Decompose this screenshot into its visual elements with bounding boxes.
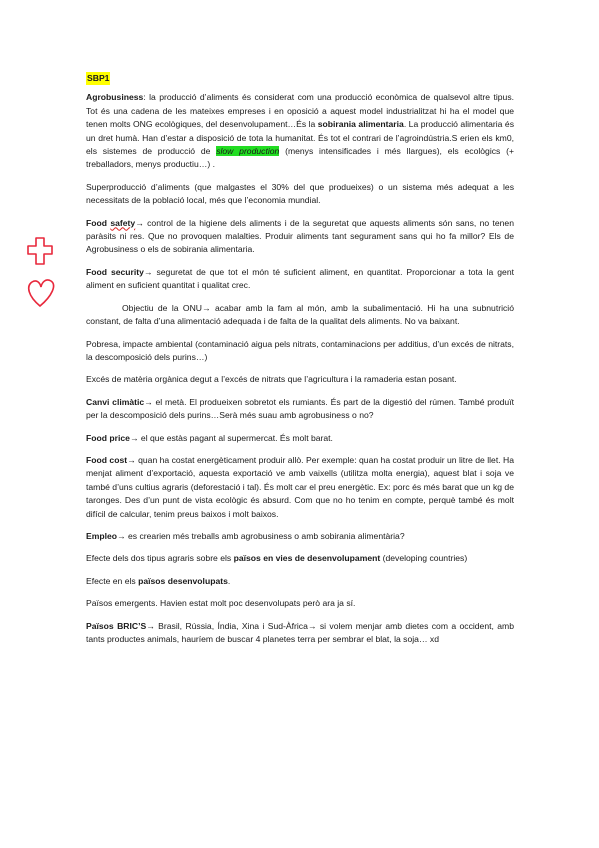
cross-icon <box>28 238 52 264</box>
paragraph-superproduccio: Superproducció d’aliments (que malgastes el 30% del que produeixes) o un sistema més adequat a les necessitats de la població local, més que l’economia mundial. <box>86 181 514 206</box>
text: : la producció d’aliments és considerat com una producció econòmica de qualsevol altre tipus. Tot és una cadena de les mateixes empreses i en oposició a aquest model industrialitzat hi ha el model que tenen molts ONG ecològiques, del desenvolupament…És la <box>86 92 514 130</box>
text: → control de la higiene dels aliments i de la seguretat que aquests aliments són sans, no tenen paràsits ni res. Que no provoquen malalties. Produir aliments tant segurament sans qui ho fa millor? Els de Agrobusiness o els de sobirania alimentaria. <box>86 217 514 255</box>
term-agrobusiness: Agrobusiness <box>86 92 144 103</box>
paragraph-empleo <box>86 530 514 543</box>
text: Efecte dels dos tipus agraris sobre els <box>86 553 234 564</box>
term-empleo: Empleo <box>86 530 118 541</box>
text: → el metà. El produeixen sobretot els rumiants. És part de la digestió del rúmen. També produït per la descomposició dels purins…Serà més suau amb agrobusiness o no? <box>86 396 514 421</box>
term-brics: Països BRIC’S <box>86 620 147 631</box>
term-canvi-climatic: Canvi climàtic <box>86 396 145 407</box>
page-title: SBP1 <box>86 72 110 85</box>
term-paisos-vies: països en vies de desenvolupament <box>233 553 381 564</box>
spellcheck-word: safety <box>110 217 136 228</box>
term-food-safety <box>86 218 135 228</box>
text: (developing countries) <box>380 553 468 564</box>
term-sobirania: sobirania alimentaria <box>317 119 404 130</box>
paragraph-paisos-vies <box>86 552 514 565</box>
paragraph-objectiu-onu: Objectiu de la ONU→ acabar amb la fam al món, amb la subalimentació. Hi ha una subnutrició constant, de falta d’una alimentació adequada i de falta de la qualitat dels aliments. No va baixant. <box>86 302 514 327</box>
text: → es crearien més treballs amb agrobusiness o amb sobirania alimentària? <box>117 530 405 541</box>
text: . <box>227 575 231 586</box>
text: → Brasil, Rússia, Índia, Xina i Sud-Àfrica→ si volem menjar amb dietes com a occident, amb tants productes animals, hauríem de buscar 4 planetes terra per sembrar el blat, la soja… xd <box>86 620 514 644</box>
paragraph-exces-materia: Excés de matèria orgànica degut a l’excés de nitrats que l’agricultura i la ramaderia estan posant. <box>86 374 457 385</box>
paragraph-food-cost <box>86 454 514 521</box>
text: → el que estàs pagant al supermercat. És molt barat. <box>129 432 333 443</box>
term-paisos-desenvolupats: països desenvolupats <box>138 575 228 586</box>
text: (menys intensificades i més llargues), els ecològics (+ treballadors, menys productiu…) . <box>86 146 514 170</box>
paragraph-pobresa: Pobresa, impacte ambiental (contaminació aigua pels nitrats, contaminacions per additius, d’un excés de nitrats, la descomposició dels purins…) <box>86 338 514 362</box>
paragraph-paisos-emergents: Països emergents. Havien estat molt poc desenvolupats però ara ja sí. <box>86 598 356 609</box>
hand-drawn-doodles <box>20 232 70 332</box>
text: Efecte en els <box>86 575 139 586</box>
paragraph-agrobusiness <box>86 91 514 171</box>
paragraph-brics <box>86 620 514 647</box>
term-food-price: Food price <box>86 432 130 443</box>
highlight-slow-production: slow production <box>216 146 280 157</box>
heart-icon <box>29 280 54 306</box>
paragraph-food-price <box>86 432 514 445</box>
text: → seguretat de que tot el món té suficient aliment, en quantitat. Proporcionar a tota la gent aliment en suficient quantitat i qualitat crec. <box>86 266 514 291</box>
text: Food <box>86 217 111 228</box>
paragraph-paisos-desenvolupats <box>86 575 514 588</box>
term-food-cost: Food cost <box>86 454 128 465</box>
document-body <box>86 72 514 655</box>
paragraph-food-safety <box>86 217 514 257</box>
paragraph-food-security <box>86 266 514 293</box>
paragraph-canvi-climatic <box>86 396 514 423</box>
term-food-security: Food security <box>86 266 144 277</box>
text: . La producció alimentaria és un dret humà. Han d’estar a disposició de tota la humanitat. És tot el contrari de l’agroindústria.S erien els km0, els sistemes de producció de <box>86 119 514 157</box>
text: → quan ha costat energèticament produir allò. Per exemple: quan ha costat produir un litre de llet. Ha menjat aliment d’exportació, aquesta exportació ve amb vaixells (utilitza molta energia), aquest blat i soja ve també d’uns cultius agraris (deforestació i tal). És molt car el preu energètic. Ex: porc és més barat que un kg de taronges. Des d’un punt de vista ecològic és absurd. Com que no ho tenim en compte, perquè també és molt difícil de calcular, tenim preus baixos i molt baixos. <box>86 454 514 519</box>
